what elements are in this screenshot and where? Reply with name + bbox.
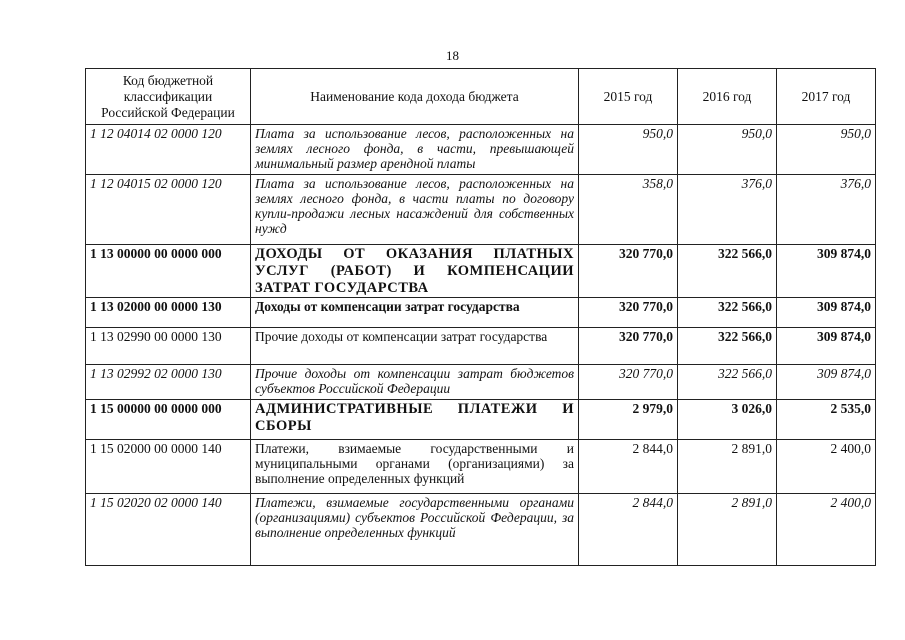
row-name: Прочие доходы от компенсации затрат государства	[251, 328, 579, 365]
row-value-2017: 309 874,0	[777, 328, 876, 365]
row-value-2017: 2 535,0	[777, 400, 876, 440]
budget-revenue-table	[85, 68, 876, 566]
row-value-2016: 322 566,0	[678, 365, 777, 400]
row-code: 1 15 02000 00 0000 140	[86, 440, 251, 494]
row-name: Платежи, взимаемые государственными органами (организациями) субъектов Российской Федерации, за выполнение определенных функций	[251, 494, 579, 566]
table-row	[86, 440, 876, 494]
row-code: 1 12 04014 02 0000 120	[86, 125, 251, 175]
header-2015: 2015 год	[579, 69, 678, 125]
table-row	[86, 245, 876, 298]
table-row	[86, 298, 876, 328]
table-row	[86, 125, 876, 175]
row-name: АДМИНИСТРАТИВНЫЕ ПЛАТЕЖИ И СБОРЫ	[251, 400, 579, 440]
row-code: 1 13 02000 00 0000 130	[86, 298, 251, 328]
table-row	[86, 328, 876, 365]
table-row	[86, 175, 876, 245]
table-header-row	[86, 69, 876, 125]
row-value-2016: 322 566,0	[678, 298, 777, 328]
row-value-2016: 322 566,0	[678, 328, 777, 365]
row-value-2016: 950,0	[678, 125, 777, 175]
row-value-2017: 2 400,0	[777, 494, 876, 566]
row-value-2017: 309 874,0	[777, 245, 876, 298]
header-name: Наименование кода дохода бюджета	[251, 69, 579, 125]
row-value-2017: 309 874,0	[777, 365, 876, 400]
row-value-2015: 320 770,0	[579, 245, 678, 298]
row-value-2017: 376,0	[777, 175, 876, 245]
row-code: 1 13 02990 00 0000 130	[86, 328, 251, 365]
row-name: ДОХОДЫ ОТ ОКАЗАНИЯ ПЛАТНЫХ УСЛУГ (РАБОТ) И КОМПЕНСАЦИИ ЗАТРАТ ГОСУДАРСТВА	[251, 245, 579, 298]
row-code: 1 15 02020 02 0000 140	[86, 494, 251, 566]
row-code: 1 13 02992 02 0000 130	[86, 365, 251, 400]
header-2016: 2016 год	[678, 69, 777, 125]
row-value-2015: 358,0	[579, 175, 678, 245]
table-row	[86, 494, 876, 566]
row-value-2016: 2 891,0	[678, 494, 777, 566]
row-name: Прочие доходы от компенсации затрат бюджетов субъектов Российской Федерации	[251, 365, 579, 400]
row-name: Плата за использование лесов, расположенных на землях лесного фонда, в части платы по договору купли-продажи лесных насаждений для собственных нужд	[251, 175, 579, 245]
table-row	[86, 400, 876, 440]
row-value-2015: 2 844,0	[579, 440, 678, 494]
row-value-2015: 2 979,0	[579, 400, 678, 440]
row-value-2017: 950,0	[777, 125, 876, 175]
row-value-2017: 2 400,0	[777, 440, 876, 494]
row-name: Плата за использование лесов, расположенных на землях лесного фонда, в части, превышающей минимальный размер арендной платы	[251, 125, 579, 175]
header-code: Код бюджетной классификации Российской Федерации	[86, 69, 251, 125]
row-name: Доходы от компенсации затрат государства	[251, 298, 579, 328]
row-value-2015: 320 770,0	[579, 328, 678, 365]
row-value-2015: 320 770,0	[579, 365, 678, 400]
row-value-2016: 322 566,0	[678, 245, 777, 298]
row-value-2015: 2 844,0	[579, 494, 678, 566]
page-number: 18	[446, 48, 459, 63]
table-row	[86, 365, 876, 400]
row-value-2015: 950,0	[579, 125, 678, 175]
row-value-2017: 309 874,0	[777, 298, 876, 328]
row-value-2016: 2 891,0	[678, 440, 777, 494]
row-code: 1 12 04015 02 0000 120	[86, 175, 251, 245]
header-2017: 2017 год	[777, 69, 876, 125]
row-value-2015: 320 770,0	[579, 298, 678, 328]
row-code: 1 13 00000 00 0000 000	[86, 245, 251, 298]
row-value-2016: 3 026,0	[678, 400, 777, 440]
row-name: Платежи, взимаемые государственными и муниципальными органами (организациями) за выполнение определенных функций	[251, 440, 579, 494]
row-value-2016: 376,0	[678, 175, 777, 245]
row-code: 1 15 00000 00 0000 000	[86, 400, 251, 440]
